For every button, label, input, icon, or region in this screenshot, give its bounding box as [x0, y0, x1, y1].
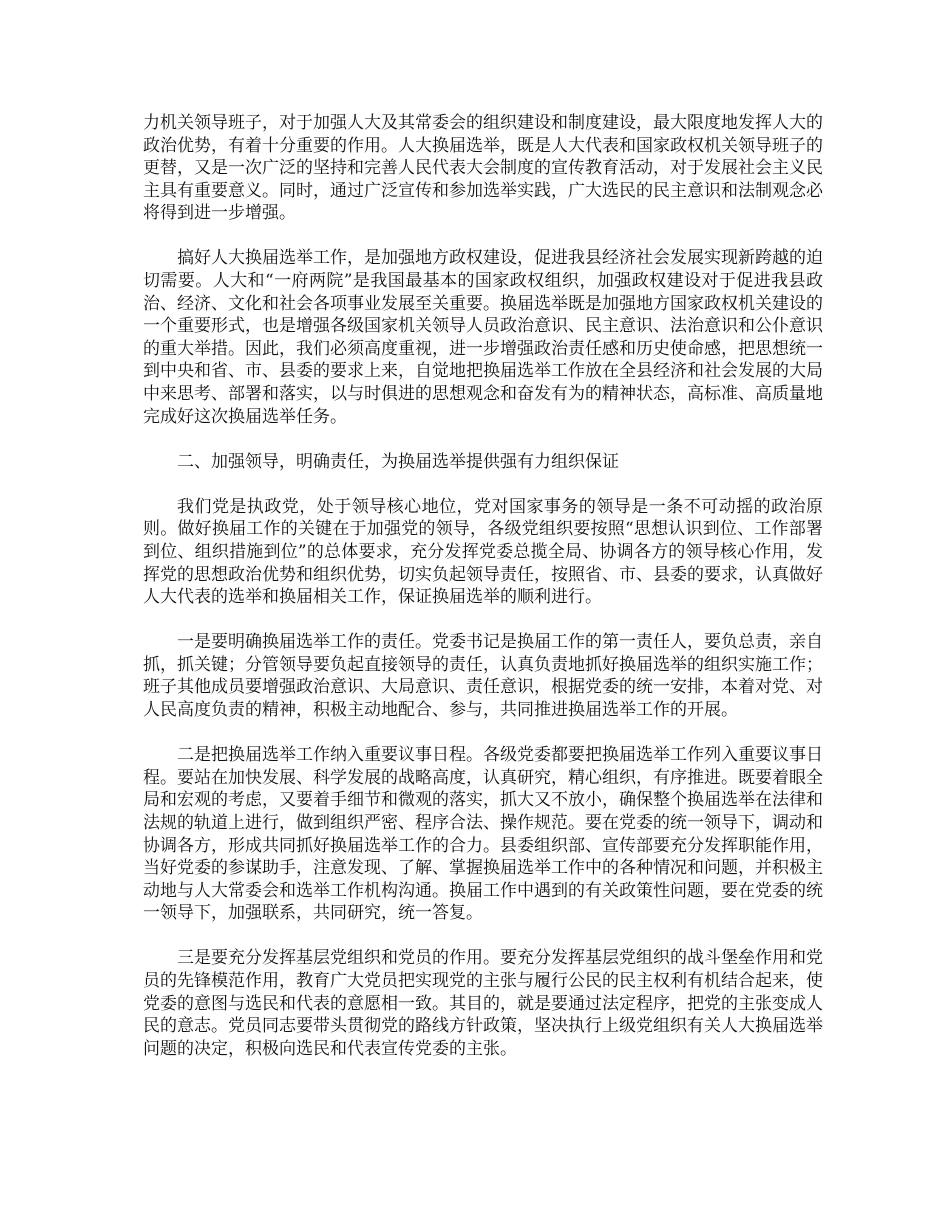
paragraph-point-two: 二是把换届选举工作纳入重要议事日程。各级党委都要把换届选举工作列入重要议事日程。要站在加快发展、科学发展的战略高度，认真研究，精心组织，有序推进。既要着眼全局和宏观的考虑，又要着手细节和微观的落实，抓大又不放小，确保整个换届选举在法律和法规的轨道上进行，做到组织严密、程序合法、操作规范。要在党委的统一领导下，调动和协调各方，形成共同抓好换届选举工作的合力。县委组织部、宣传部要充分发挥职能作用，当好党委的参谋助手，注意发现、了解、掌握换届选举工作中的各种情况和问题，并积极主动地与人大常委会和选举工作机构沟通。换届工作中遇到的有关政策性问题，要在党委的统一领导下，加强联系，共同研究，统一答复。 [143, 745, 823, 924]
paragraph-importance: 搞好人大换届选举工作，是加强地方政权建设，促进我县经济社会发展实现新跨越的迫切需要。人大和“一府两院”是我国最基本的国家政权组织，加强政权建设对于促进我县政治、经济、文化和社会各项事业发展至关重要。换届选举既是加强地方国家政权机关建设的一个重要形式，也是增强各级国家机关领导人员政治意识、民主意识、法治意识和公仆意识的重大举措。因此，我们必须高度重视，进一步增强政治责任感和历史使命感，把思想统一到中央和省、市、县委的要求上来，自觉地把换届选举工作放在全县经济和社会发展的大局中来思考、部署和落实，以与时俱进的思想观念和奋发有为的精神状态，高标准、高质量地完成好这次换届选举任务。 [143, 248, 823, 427]
paragraph-point-three: 三是要充分发挥基层党组织和党员的作用。要充分发挥基层党组织的战斗堡垒作用和党员的先锋模范作用，教育广大党员把实现党的主张与履行公民的民主权利有机结合起来，使党委的意图与选民和代表的意愿相一致。其目的，就是要通过法定程序，把党的主张变成人民的意志。党员同志要带头贯彻党的路线方针政策，坚决执行上级党组织有关人大换届选举问题的决定，积极向选民和代表宣传党委的主张。 [143, 948, 823, 1059]
section-heading: 二、加强领导，明确责任，为换届选举提供强有力组织保证 [177, 451, 619, 472]
paragraph-continuation: 力机关领导班子，对于加强人大及其常委会的组织建设和制度建设，最大限度地发挥人大的政治优势，有着十分重要的作用。人大换届选举，既是人大代表和国家政权机关领导班子的更替，又是一次广泛的坚持和完善人民代表大会制度的宣传教育活动，对于发展社会主义民主具有重要意义。同时，通过广泛宣传和参加选举实践，广大选民的民主意识和法制观念必将得到进一步增强。 [143, 113, 823, 224]
paragraph-point-one: 一是要明确换届选举工作的责任。党委书记是换届工作的第一责任人，要负总责，亲自抓，抓关键；分管领导要负起直接领导的责任，认真负责地抓好换届选举的组织实施工作；班子其他成员要增强政治意识、大局意识、责任意识，根据党委的统一安排，本着对党、对人民高度负责的精神，积极主动地配合、参与，共同推进换届选举工作的开展。 [143, 632, 823, 721]
paragraph-party-leadership: 我们党是执政党，处于领导核心地位，党对国家事务的领导是一条不可动摇的政治原则。做好换届工作的关键在于加强党的领导，各级党组织要按照“思想认识到位、工作部署到位、组织措施到位”的总体要求，充分发挥党委总揽全局、协调各方的领导核心作用，发挥党的思想政治优势和组织优势，切实负起领导责任，按照省、市、县委的要求，认真做好人大代表的选举和换届相关工作，保证换届选举的顺利进行。 [143, 496, 823, 608]
document-page [143, 112, 823, 1083]
